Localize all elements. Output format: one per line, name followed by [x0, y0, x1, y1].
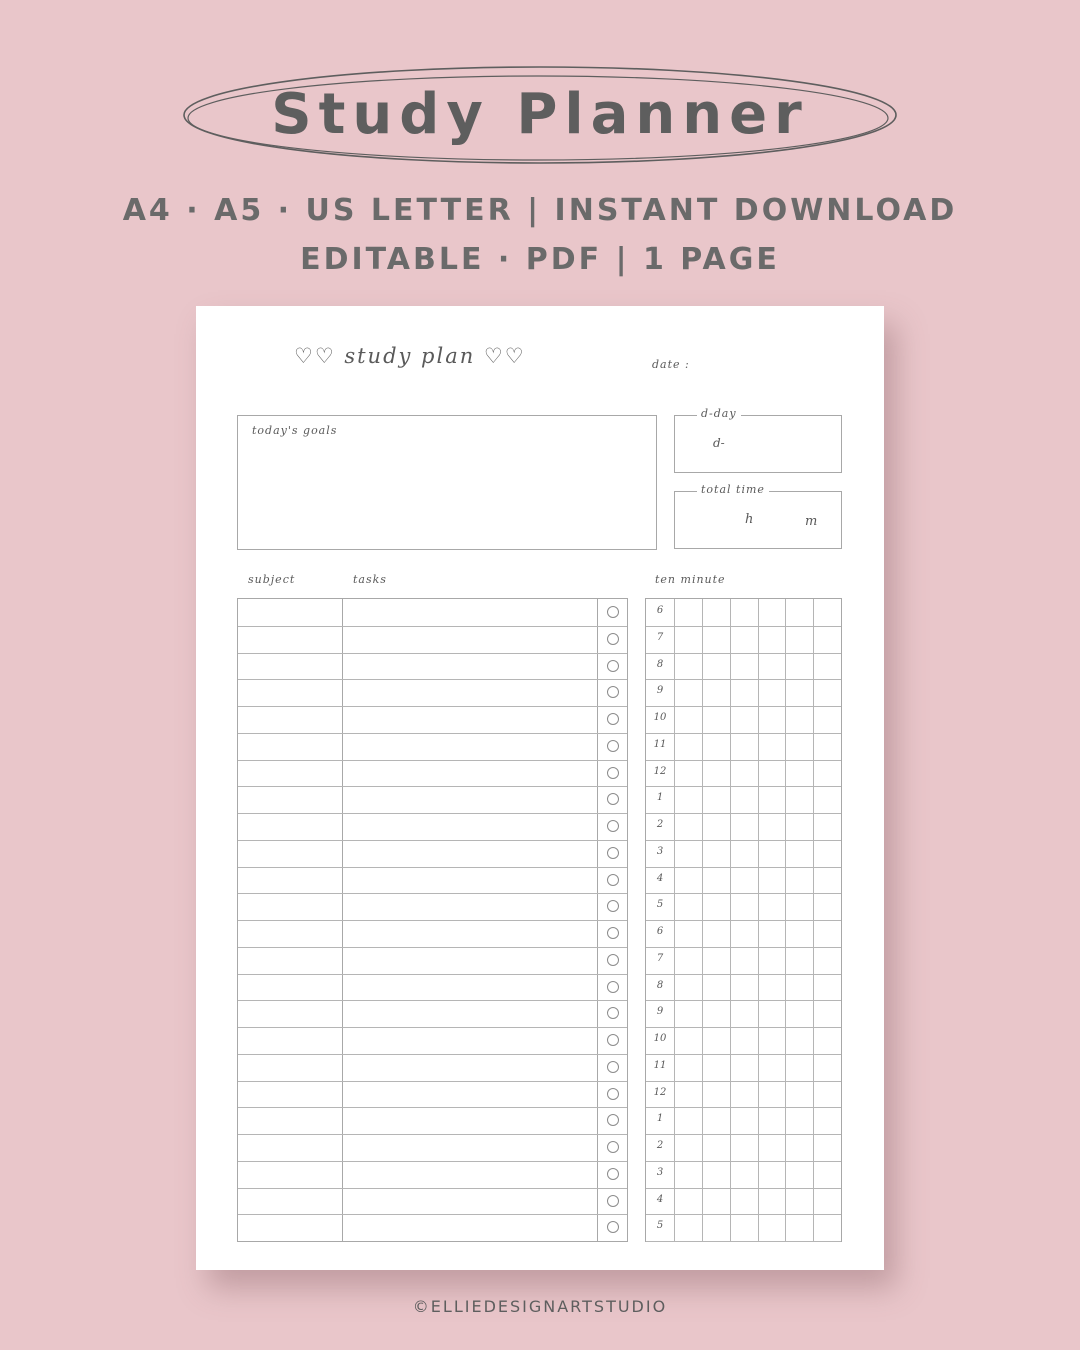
task-checkbox[interactable] — [607, 927, 619, 939]
hour-row[interactable] — [646, 760, 841, 788]
task-checkbox[interactable] — [607, 847, 619, 859]
task-checkbox[interactable] — [607, 793, 619, 805]
hour-row[interactable] — [646, 1188, 841, 1216]
task-checkbox[interactable] — [607, 1061, 619, 1073]
hour-row[interactable] — [646, 947, 841, 975]
dday-prefix: d- — [713, 436, 725, 450]
hour-label: 10 — [653, 1033, 667, 1044]
task-checkbox[interactable] — [607, 820, 619, 832]
hour-row[interactable] — [646, 706, 841, 734]
hour-row[interactable] — [646, 1081, 841, 1109]
hour-row[interactable] — [646, 786, 841, 814]
hour-label: 6 — [656, 926, 664, 937]
task-row[interactable] — [238, 1214, 627, 1241]
task-row[interactable] — [238, 626, 627, 654]
hour-label: 12 — [653, 1086, 667, 1098]
hour-row[interactable] — [646, 813, 841, 841]
total-time-box[interactable] — [674, 483, 842, 549]
study-plan-title: ♡♡ study plan ♡♡ — [294, 344, 526, 368]
planner-sheet — [196, 306, 884, 1270]
hour-label: 7 — [656, 631, 664, 643]
task-row[interactable] — [238, 653, 627, 681]
hour-label: 10 — [653, 712, 667, 723]
hour-row[interactable] — [646, 1054, 841, 1082]
hour-row[interactable] — [646, 1214, 841, 1242]
total-time-label: total time — [697, 483, 769, 496]
dday-label: d-day — [697, 407, 741, 420]
hour-row[interactable] — [646, 974, 841, 1002]
task-row[interactable] — [238, 1134, 627, 1162]
task-row[interactable] — [238, 786, 627, 814]
task-checkbox[interactable] — [607, 1221, 619, 1233]
ten-minute-column-line — [758, 599, 759, 1241]
ten-minute-column-line — [674, 599, 675, 1241]
task-row[interactable] — [238, 1188, 627, 1216]
title-banner — [180, 63, 900, 173]
task-row[interactable] — [238, 1027, 627, 1055]
task-checkbox[interactable] — [607, 660, 619, 672]
task-checkbox[interactable] — [607, 686, 619, 698]
hour-row[interactable] — [646, 1000, 841, 1028]
format-subtitle: A4 · A5 · US LETTER | INSTANT DOWNLOAD — [122, 193, 958, 228]
task-checkbox[interactable] — [607, 981, 619, 993]
hour-row[interactable] — [646, 1107, 841, 1135]
task-row[interactable] — [238, 760, 627, 788]
hours-unit: h — [745, 512, 754, 527]
hour-row[interactable] — [646, 867, 841, 895]
task-checkbox[interactable] — [607, 1141, 619, 1153]
task-row[interactable] — [238, 1000, 627, 1028]
task-row[interactable] — [238, 1161, 627, 1189]
task-row[interactable] — [238, 1054, 627, 1082]
task-checkbox[interactable] — [607, 1168, 619, 1180]
hour-label: 4 — [656, 1193, 664, 1205]
hour-row[interactable] — [646, 1027, 841, 1055]
ten-minute-column-line — [785, 599, 786, 1241]
hour-label: 2 — [656, 819, 664, 830]
task-checkbox[interactable] — [607, 606, 619, 618]
ten-minute-table — [645, 598, 842, 1242]
hour-row[interactable] — [646, 1134, 841, 1162]
task-checkbox[interactable] — [607, 767, 619, 779]
task-row[interactable] — [238, 893, 627, 921]
goals-label: today's goals — [252, 424, 338, 437]
hour-label: 5 — [656, 1220, 664, 1232]
task-checkbox[interactable] — [607, 1007, 619, 1019]
task-checkbox[interactable] — [607, 954, 619, 966]
task-row[interactable] — [238, 599, 627, 627]
hour-label: 11 — [653, 1059, 667, 1071]
hour-row[interactable] — [646, 893, 841, 921]
task-row[interactable] — [238, 813, 627, 841]
ten-minute-header: ten minute — [655, 573, 726, 586]
hour-label: 12 — [653, 765, 667, 777]
ten-minute-column-line — [702, 599, 703, 1241]
hour-label: 7 — [656, 952, 664, 964]
hour-label: 8 — [656, 979, 664, 991]
task-checkbox[interactable] — [607, 633, 619, 645]
task-row[interactable] — [238, 1081, 627, 1109]
task-checkbox[interactable] — [607, 713, 619, 725]
file-subtitle: EDITABLE · PDF | 1 PAGE — [300, 242, 780, 277]
subject-header: subject — [248, 573, 296, 586]
goals-box[interactable] — [237, 415, 657, 550]
task-row[interactable] — [238, 920, 627, 948]
hour-row[interactable] — [646, 679, 841, 707]
minutes-unit: m — [805, 514, 818, 529]
task-row[interactable] — [238, 840, 627, 868]
hour-row[interactable] — [646, 920, 841, 948]
task-row[interactable] — [238, 867, 627, 895]
task-checkbox[interactable] — [607, 1088, 619, 1100]
hour-row[interactable] — [646, 840, 841, 868]
task-row[interactable] — [238, 706, 627, 734]
hour-label: 4 — [656, 872, 664, 884]
hour-label: 2 — [656, 1140, 664, 1151]
hour-row[interactable] — [646, 733, 841, 761]
hour-label: 1 — [656, 792, 664, 804]
task-checkbox[interactable] — [607, 740, 619, 752]
page-title: Study Planner — [271, 81, 809, 147]
task-checkbox[interactable] — [607, 874, 619, 886]
date-label: date : — [652, 358, 690, 371]
hour-row[interactable] — [646, 626, 841, 654]
hour-label: 5 — [656, 899, 664, 911]
hour-label: 6 — [656, 605, 664, 616]
hour-label: 3 — [656, 1166, 664, 1178]
ten-minute-column-line — [730, 599, 731, 1241]
task-row[interactable] — [238, 679, 627, 707]
hour-row[interactable] — [646, 653, 841, 681]
task-checkbox[interactable] — [607, 1195, 619, 1207]
task-checkbox[interactable] — [607, 1114, 619, 1126]
task-row[interactable] — [238, 947, 627, 975]
hour-row[interactable] — [646, 1161, 841, 1189]
footer-credit: ©ELLIEDESIGNARTSTUDIO — [412, 1297, 668, 1316]
task-checkbox[interactable] — [607, 1034, 619, 1046]
tasks-header: tasks — [353, 573, 387, 586]
hour-label: 11 — [653, 738, 667, 750]
task-table — [237, 598, 628, 1242]
hour-label: 8 — [656, 658, 664, 670]
hour-label: 9 — [656, 1006, 664, 1018]
hour-label: 9 — [656, 685, 664, 697]
task-row[interactable] — [238, 1107, 627, 1135]
task-row[interactable] — [238, 733, 627, 761]
hour-row[interactable] — [646, 599, 841, 627]
task-row[interactable] — [238, 974, 627, 1002]
hour-label: 1 — [656, 1113, 664, 1125]
ten-minute-column-line — [813, 599, 814, 1241]
hour-label: 3 — [656, 845, 664, 857]
task-checkbox[interactable] — [607, 900, 619, 912]
dday-box[interactable] — [674, 407, 842, 473]
